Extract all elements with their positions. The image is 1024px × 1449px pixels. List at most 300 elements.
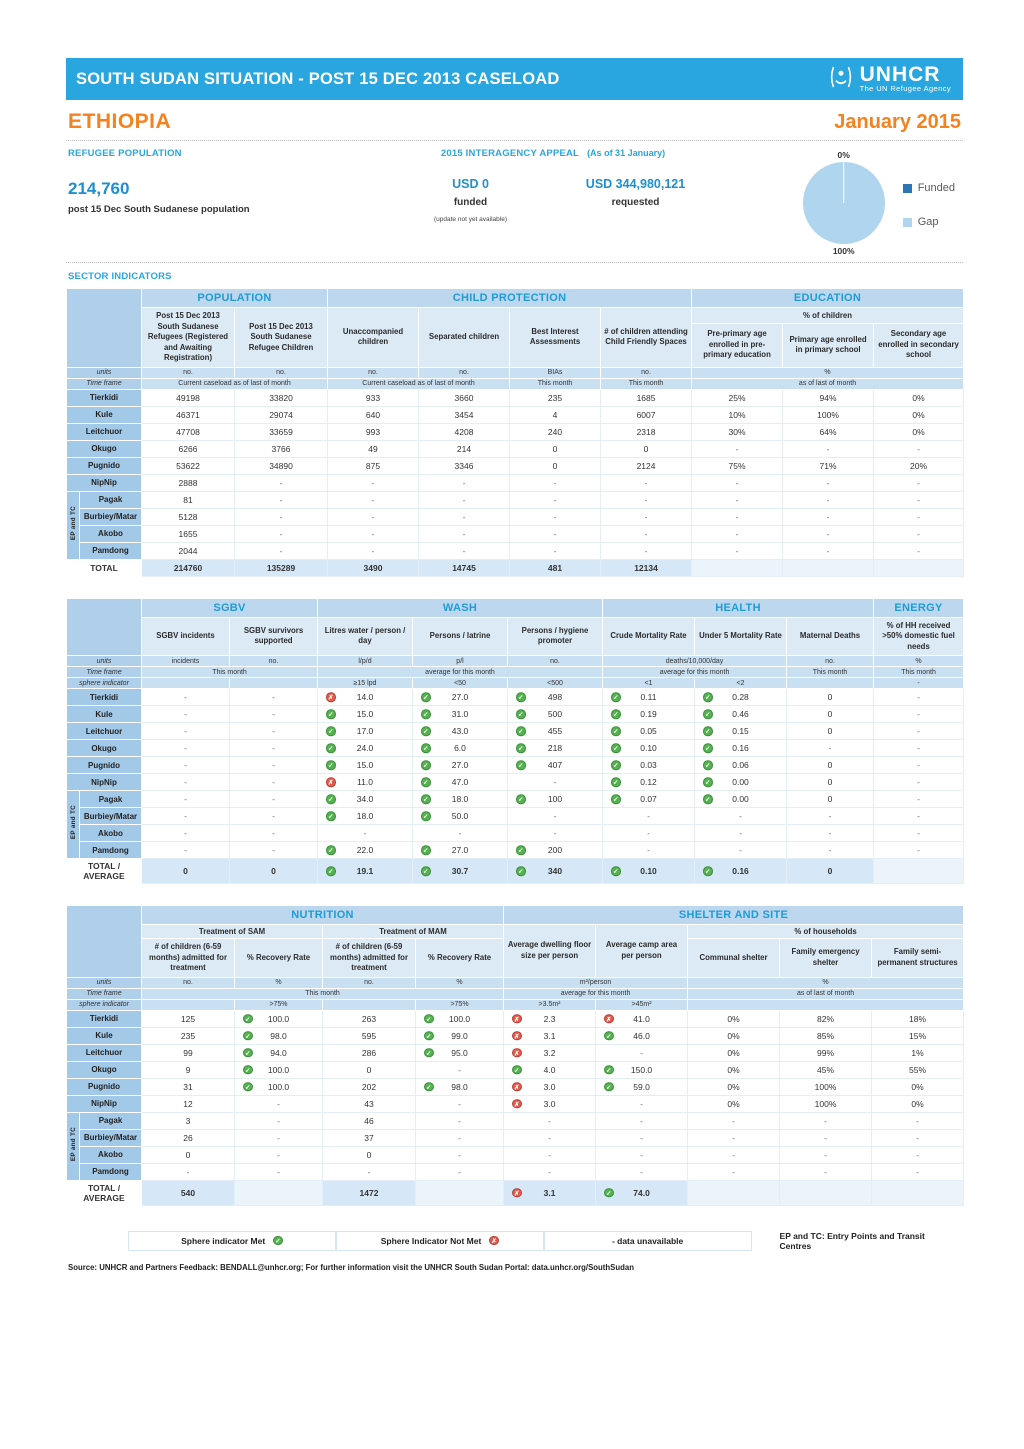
table-row [67, 1095, 964, 1112]
row-label: Kule [67, 706, 142, 723]
meta-cell: no. [601, 367, 692, 378]
row-label: Leitchuor [67, 723, 142, 740]
data-cell: ✗ 3.2 [504, 1044, 596, 1061]
row-label: Pugnido [67, 457, 142, 474]
meta-cell: no. [419, 367, 510, 378]
table-sgbv-wash-health [66, 598, 963, 885]
data-cell: - [510, 508, 601, 525]
table-row [67, 525, 964, 542]
data-cell: - [874, 474, 964, 491]
sphere-met-icon: ✓ [326, 709, 336, 719]
sphere-met-icon: ✓ [243, 1031, 253, 1041]
data-cell: 0% [688, 1027, 780, 1044]
data-cell: - [692, 542, 783, 559]
data-cell: ✓ 100.0 [235, 1078, 323, 1095]
data-cell: 0% [872, 1095, 964, 1112]
data-cell: - [142, 808, 230, 825]
table-row [67, 740, 964, 757]
total-cell: 12134 [601, 559, 692, 576]
data-cell: - [787, 740, 874, 757]
data-cell: - [416, 1061, 504, 1078]
table-row [67, 440, 964, 457]
data-cell: 0 [510, 457, 601, 474]
sphere-met-icon: ✓ [326, 866, 336, 876]
data-cell: 0 [323, 1061, 416, 1078]
data-cell: - [692, 440, 783, 457]
data-cell: - [874, 706, 964, 723]
data-cell: ✓ 0.10 [603, 740, 695, 757]
data-cell: ✓ 98.0 [416, 1078, 504, 1095]
data-cell: 3454 [419, 406, 510, 423]
total-cell [874, 859, 964, 884]
data-cell: ✓ 0.03 [603, 757, 695, 774]
data-cell: 46 [323, 1112, 416, 1129]
data-cell: - [874, 440, 964, 457]
data-cell: 286 [323, 1044, 416, 1061]
column-header: % of HH received >50% domestic fuel needs [874, 617, 964, 656]
data-cell: - [692, 474, 783, 491]
meta-cell: <500 [508, 678, 603, 689]
column-header: Persons / hygiene promoter [508, 617, 603, 656]
meta-cell [323, 999, 416, 1010]
data-cell: - [230, 757, 318, 774]
data-cell: - [692, 525, 783, 542]
meta-cell: p/l [413, 656, 508, 667]
sphere-met-icon: ✓ [421, 866, 431, 876]
data-cell: ✗ 2.3 [504, 1010, 596, 1027]
column-header: Maternal Deaths [787, 617, 874, 656]
data-cell: - [419, 525, 510, 542]
meta-cell: >75% [416, 999, 504, 1010]
sphere-met-icon: ✓ [703, 760, 713, 770]
data-cell: ✓ 0.11 [603, 689, 695, 706]
appeal-requested [553, 177, 718, 223]
legend-funded-label: Funded [917, 182, 955, 194]
data-cell: ✓ 498 [508, 689, 603, 706]
data-cell: 20% [874, 457, 964, 474]
data-cell: - [504, 1163, 596, 1180]
funded-value: USD 0 [452, 177, 489, 191]
table-row [67, 542, 964, 559]
column-header: Family emergency shelter [780, 939, 872, 978]
table-row [67, 1129, 964, 1146]
row-label: Pagak [80, 1112, 142, 1129]
row-label: Burbiey/Matar [80, 1129, 142, 1146]
total-cell [235, 1180, 323, 1205]
column-header: Under 5 Mortality Rate [695, 617, 787, 656]
sphere-met-icon: ✓ [611, 743, 621, 753]
meta-cell: average for this month [318, 667, 603, 678]
data-cell: - [872, 1146, 964, 1163]
country-row [66, 100, 963, 140]
data-cell: - [872, 1112, 964, 1129]
column-header: # of children (6-59 months) admitted for treatment [323, 939, 416, 978]
column-header: % of households [688, 925, 964, 939]
table-row [67, 389, 964, 406]
table-row [67, 474, 964, 491]
data-cell: 1685 [601, 389, 692, 406]
data-cell: 0% [874, 389, 964, 406]
sphere-not-met-icon: ✗ [512, 1031, 522, 1041]
data-cell: - [603, 842, 695, 859]
requested-label: requested [611, 197, 660, 208]
table-row [67, 1146, 964, 1163]
meta-cell: % [235, 977, 323, 988]
data-cell: - [692, 491, 783, 508]
meta-cell: average for this month [603, 667, 787, 678]
data-cell: - [603, 825, 695, 842]
total-cell: 214760 [142, 559, 235, 576]
data-cell: - [695, 825, 787, 842]
sphere-not-met-icon: ✗ [512, 1048, 522, 1058]
data-cell: - [874, 825, 964, 842]
legend-sphere-not-met: Sphere Indicator Not Met ✗ [336, 1231, 544, 1251]
data-cell: - [601, 508, 692, 525]
data-cell: - [142, 706, 230, 723]
sphere-met-icon: ✓ [611, 709, 621, 719]
data-cell: ✓ 22.0 [318, 842, 413, 859]
table-row [67, 808, 964, 825]
legend-item-funded [903, 182, 955, 194]
data-cell: 2124 [601, 457, 692, 474]
data-cell: - [328, 525, 419, 542]
data-cell: 240 [510, 423, 601, 440]
column-header: Communal shelter [688, 939, 780, 978]
data-cell: - [596, 1146, 688, 1163]
column-header: Average dwelling floor size per person [504, 925, 596, 978]
sphere-met-icon: ✓ [516, 709, 526, 719]
meta-row-label: units [67, 977, 142, 988]
data-cell: ✗ 3.0 [504, 1078, 596, 1095]
data-cell: - [510, 525, 601, 542]
funding-pie-chart [718, 148, 961, 258]
data-cell: - [508, 808, 603, 825]
data-cell: ✓ 0.28 [695, 689, 787, 706]
legend-sphere-met: Sphere indicator Met ✓ [128, 1231, 336, 1251]
data-cell: - [235, 1129, 323, 1146]
data-cell: 4208 [419, 423, 510, 440]
meta-cell: as of last of month [688, 988, 964, 999]
meta-cell: % [688, 977, 964, 988]
data-cell: 0 [787, 689, 874, 706]
data-cell: 1% [872, 1044, 964, 1061]
column-header: Crude Mortality Rate [603, 617, 695, 656]
total-cell [780, 1180, 872, 1205]
sphere-not-met-icon: ✗ [326, 777, 336, 787]
data-cell: - [419, 491, 510, 508]
row-label: NipNip [67, 474, 142, 491]
data-cell: - [780, 1129, 872, 1146]
row-label: Akobo [80, 1146, 142, 1163]
data-cell: 0 [323, 1146, 416, 1163]
data-cell: - [142, 689, 230, 706]
meta-cell: l/p/d [318, 656, 413, 667]
column-header: % Recovery Rate [416, 939, 504, 978]
section-header: CHILD PROTECTION [328, 289, 692, 308]
total-cell [692, 559, 783, 576]
row-label: Okugo [67, 440, 142, 457]
row-label: Tierkidi [67, 1010, 142, 1027]
meta-cell: This month [510, 378, 601, 389]
appeal-label: 2015 INTERAGENCY APPEAL [440, 148, 580, 159]
table-row [67, 406, 964, 423]
data-cell: - [142, 740, 230, 757]
data-cell: ✓ 43.0 [413, 723, 508, 740]
sphere-met-icon: ✓ [243, 1065, 253, 1075]
row-label: Pugnido [67, 1078, 142, 1095]
data-cell: ✓ 98.0 [235, 1027, 323, 1044]
report-title: SOUTH SUDAN SITUATION - POST 15 DEC 2013 CASELOAD [76, 69, 560, 88]
data-cell: 100% [780, 1095, 872, 1112]
sphere-met-icon: ✓ [273, 1236, 283, 1246]
data-cell: - [504, 1146, 596, 1163]
meta-cell: ≥15 lpd [318, 678, 413, 689]
data-cell: ✗ 14.0 [318, 689, 413, 706]
refugee-population-label: REFUGEE POPULATION [68, 148, 182, 159]
data-cell: 31 [142, 1078, 235, 1095]
data-cell: - [601, 525, 692, 542]
sphere-met-icon: ✓ [326, 760, 336, 770]
row-label: NipNip [67, 774, 142, 791]
data-cell: 0 [787, 791, 874, 808]
data-cell: 26 [142, 1129, 235, 1146]
meta-cell: no. [508, 656, 603, 667]
column-header: Litres water / person / day [318, 617, 413, 656]
data-cell: - [510, 542, 601, 559]
data-cell: 0 [142, 1146, 235, 1163]
appeal-funded [388, 177, 553, 223]
stats-strip [66, 141, 963, 262]
data-cell: 6266 [142, 440, 235, 457]
data-cell: ✓ 47.0 [413, 774, 508, 791]
data-cell: ✓ 95.0 [416, 1044, 504, 1061]
column-header: Pre-primary age enrolled in pre-primary education [692, 323, 783, 367]
data-cell: - [142, 723, 230, 740]
data-cell: 5128 [142, 508, 235, 525]
data-cell: 2888 [142, 474, 235, 491]
section-header: ENERGY [874, 598, 964, 617]
data-cell: - [787, 842, 874, 859]
sphere-met-icon: ✓ [604, 1082, 614, 1092]
data-cell: - [504, 1129, 596, 1146]
data-cell: 202 [323, 1078, 416, 1095]
divider [66, 262, 963, 263]
meta-cell: This month [601, 378, 692, 389]
data-cell: ✓ 18.0 [318, 808, 413, 825]
data-cell: ✓ 0.07 [603, 791, 695, 808]
meta-cell [787, 678, 874, 689]
data-cell: - [596, 1095, 688, 1112]
data-cell: - [783, 491, 874, 508]
unhcr-logo [826, 62, 951, 97]
column-header: Treatment of MAM [323, 925, 504, 939]
sphere-met-icon: ✓ [703, 743, 713, 753]
data-cell: - [780, 1163, 872, 1180]
data-cell: 49198 [142, 389, 235, 406]
row-label: Akobo [80, 825, 142, 842]
meta-cell: This month [142, 988, 504, 999]
data-cell: ✓ 99.0 [416, 1027, 504, 1044]
data-cell: ✓ 15.0 [318, 757, 413, 774]
data-cell: - [688, 1129, 780, 1146]
total-cell: ✓ 30.7 [413, 859, 508, 884]
total-label: TOTAL / AVERAGE [67, 1180, 142, 1205]
data-cell: - [596, 1044, 688, 1061]
sphere-not-met-icon: ✗ [512, 1082, 522, 1092]
data-cell: - [596, 1129, 688, 1146]
data-cell: ✓ 0.06 [695, 757, 787, 774]
total-label: TOTAL / AVERAGE [67, 859, 142, 884]
table-row [67, 1112, 964, 1129]
meta-row-label: sphere indicator [67, 999, 142, 1010]
data-cell: - [235, 525, 328, 542]
meta-cell: <2 [695, 678, 787, 689]
data-cell: 125 [142, 1010, 235, 1027]
table-row [67, 723, 964, 740]
data-cell: ✗ 3.0 [504, 1095, 596, 1112]
meta-row-label: units [67, 367, 142, 378]
data-cell: ✗ 3.1 [504, 1027, 596, 1044]
data-cell: - [874, 842, 964, 859]
sphere-met-icon: ✓ [516, 743, 526, 753]
data-cell: - [416, 1112, 504, 1129]
section-header: HEALTH [603, 598, 874, 617]
data-cell: - [142, 757, 230, 774]
meta-row-label: Time frame [67, 378, 142, 389]
data-cell: ✓ 0.00 [695, 774, 787, 791]
data-cell: - [510, 491, 601, 508]
total-cell: ✓ 74.0 [596, 1180, 688, 1205]
total-cell: 0 [142, 859, 230, 884]
data-cell: 12 [142, 1095, 235, 1112]
data-cell: 53622 [142, 457, 235, 474]
sphere-met-icon: ✓ [326, 743, 336, 753]
meta-row-label: units [67, 656, 142, 667]
data-cell: ✓ 0.05 [603, 723, 695, 740]
data-cell: 0% [874, 406, 964, 423]
meta-cell: This month [874, 667, 964, 678]
funded-swatch-icon [903, 184, 912, 193]
column-header: % Recovery Rate [235, 939, 323, 978]
funded-note: (update not yet available) [434, 216, 507, 223]
sphere-met-icon: ✓ [326, 845, 336, 855]
data-cell: ✓ 24.0 [318, 740, 413, 757]
data-cell: 0% [874, 423, 964, 440]
data-cell: - [872, 1129, 964, 1146]
column-header: Best Interest Assessments [510, 308, 601, 368]
data-cell: ✓ 0.46 [695, 706, 787, 723]
meta-cell: no. [235, 367, 328, 378]
table-row [67, 1044, 964, 1061]
data-cell: 46371 [142, 406, 235, 423]
data-cell: - [783, 474, 874, 491]
total-cell [872, 1180, 964, 1205]
data-cell: - [695, 842, 787, 859]
row-label: Kule [67, 1027, 142, 1044]
data-cell: - [323, 1163, 416, 1180]
table-row [67, 825, 964, 842]
legend-data-unavailable: - data unavailable [544, 1231, 752, 1251]
row-label: Pagak [80, 491, 142, 508]
legend-ep-tc: EP and TC: Entry Points and Transit Centres [779, 1230, 925, 1251]
total-cell [874, 559, 964, 576]
row-label: Tierkidi [67, 389, 142, 406]
data-cell: - [142, 791, 230, 808]
data-cell: ✓ 27.0 [413, 757, 508, 774]
section-header: EDUCATION [692, 289, 964, 308]
sphere-met-icon: ✓ [703, 709, 713, 719]
sphere-met-icon: ✓ [421, 743, 431, 753]
data-cell: 0% [688, 1078, 780, 1095]
row-label: Okugo [67, 740, 142, 757]
data-cell: - [230, 740, 318, 757]
data-cell: 0% [872, 1078, 964, 1095]
meta-row-label: Time frame [67, 988, 142, 999]
row-label: Okugo [67, 1061, 142, 1078]
data-cell: - [235, 508, 328, 525]
data-cell: - [688, 1112, 780, 1129]
data-cell: - [142, 842, 230, 859]
sphere-met-icon: ✓ [611, 726, 621, 736]
data-cell: 75% [692, 457, 783, 474]
total-cell [416, 1180, 504, 1205]
table-row [67, 457, 964, 474]
section-header: SGBV [142, 598, 318, 617]
sphere-met-icon: ✓ [516, 845, 526, 855]
data-cell: ✓ 100 [508, 791, 603, 808]
total-cell: 1472 [323, 1180, 416, 1205]
data-cell: - [235, 1163, 323, 1180]
table-row [67, 423, 964, 440]
data-cell: 45% [780, 1061, 872, 1078]
data-cell: 3660 [419, 389, 510, 406]
row-label: Pagak [80, 791, 142, 808]
data-cell: - [780, 1146, 872, 1163]
sphere-met-icon: ✓ [326, 794, 336, 804]
sphere-met-icon: ✓ [703, 794, 713, 804]
sphere-met-icon: ✓ [516, 760, 526, 770]
funded-label: funded [453, 197, 488, 208]
meta-cell: >75% [235, 999, 323, 1010]
data-cell: 99% [780, 1044, 872, 1061]
sphere-met-icon: ✓ [516, 866, 526, 876]
data-cell: ✓ 150.0 [596, 1061, 688, 1078]
data-cell: - [874, 774, 964, 791]
data-cell: - [416, 1095, 504, 1112]
data-cell: ✓ 100.0 [235, 1010, 323, 1027]
data-cell: - [230, 842, 318, 859]
data-cell: - [230, 689, 318, 706]
data-cell: 29074 [235, 406, 328, 423]
data-cell: - [695, 808, 787, 825]
meta-cell: Current caseload as of last of month [328, 378, 510, 389]
data-cell: 0 [601, 440, 692, 457]
data-cell: - [416, 1163, 504, 1180]
data-cell: 82% [780, 1010, 872, 1027]
sphere-met-icon: ✓ [611, 777, 621, 787]
data-cell: 993 [328, 423, 419, 440]
data-cell: - [508, 774, 603, 791]
row-group-label: EP and TC [67, 791, 80, 859]
meta-cell: average for this month [504, 988, 688, 999]
data-cell: 4 [510, 406, 601, 423]
sphere-met-icon: ✓ [421, 726, 431, 736]
row-label: Leitchuor [67, 423, 142, 440]
data-cell: - [874, 525, 964, 542]
total-cell: ✗ 3.1 [504, 1180, 596, 1205]
sphere-met-icon: ✓ [611, 794, 621, 804]
data-cell: ✓ 27.0 [413, 842, 508, 859]
